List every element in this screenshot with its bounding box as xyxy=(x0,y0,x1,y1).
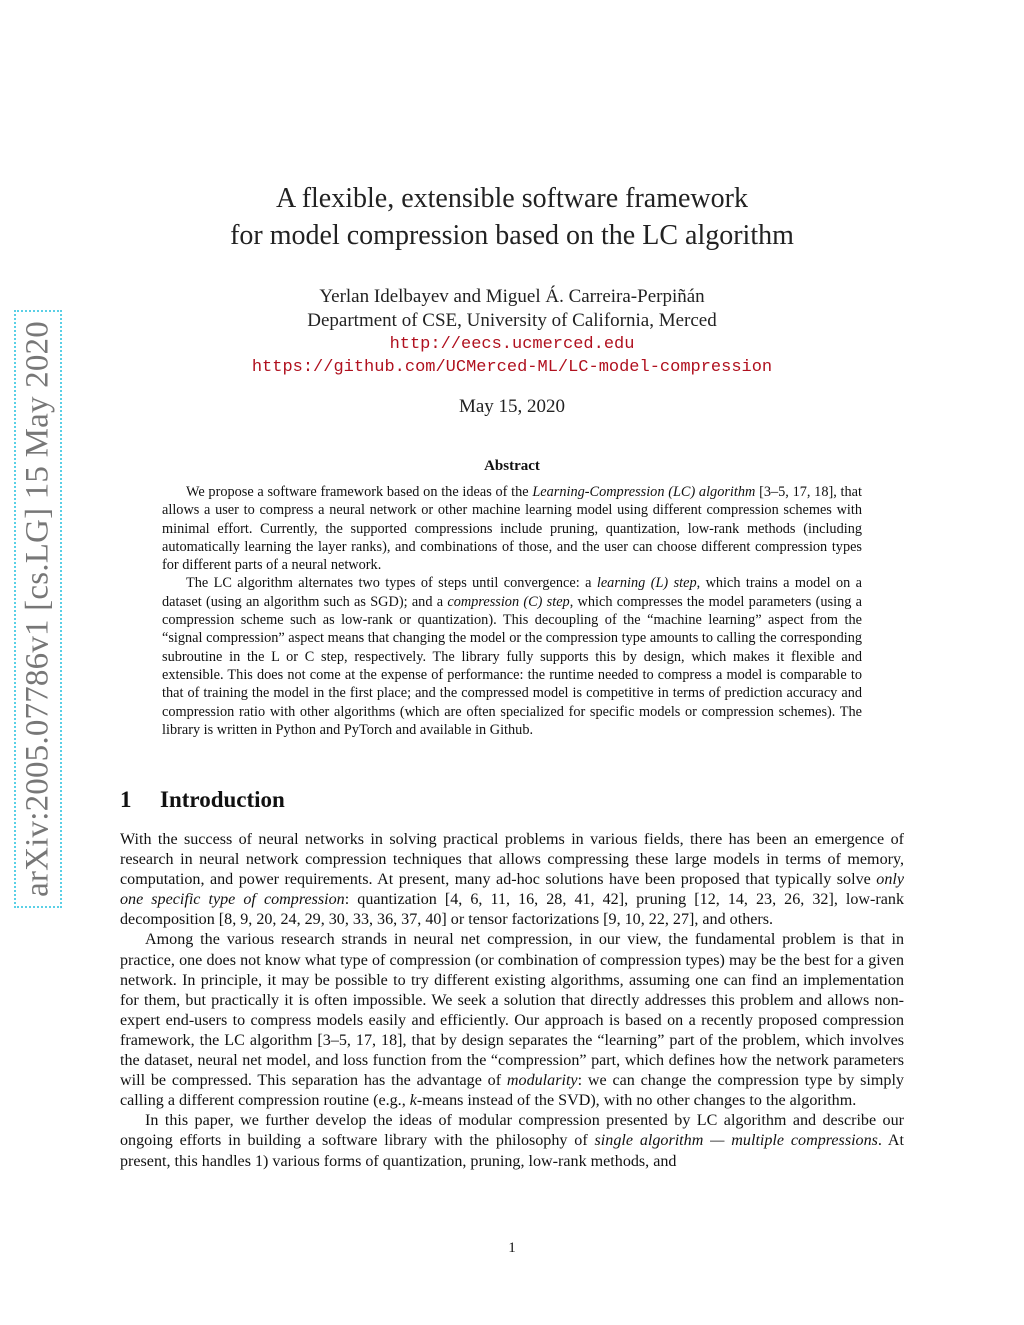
affiliation: Department of CSE, University of California, Merced xyxy=(307,310,717,331)
title-line-1: A flexible, extensible software framework xyxy=(276,183,748,214)
title-line-2: for model compression based on the LC algorithm xyxy=(230,220,794,251)
page-number: 1 xyxy=(508,1240,516,1256)
intro-paragraph-2: Among the various research strands in neural net compression, in our view, the fundamental problem is that in practice, one does not know what type of compression (or combination of compression types) may be the best for a given network. In principle, it may be possible to try different existing algorithms, assuming one can find an implementation for them, but practically it is often impossible. We seek a solution that directly addresses this problem and allows non-expert end-users to compress models easily and efficiently. Our approach is based on a recently proposed compression framework, the LC algorithm [3–5, 17, 18], that by design separates the “learning” part of the problem, which involves the dataset, neural net model, and loss function from the “compression” part, which defines how the network parameters will be compressed. This separation has the advantage of modularity: we can change the compression type by simply calling a different compression routine (e.g., k-means instead of the SVD), with no other changes to the algorithm. xyxy=(120,931,904,1110)
arxiv-stamp xyxy=(14,310,62,908)
abstract-heading: Abstract xyxy=(484,458,540,474)
paper-title xyxy=(120,180,904,254)
section-title: Introduction xyxy=(160,787,285,812)
intro-paragraph-1: With the success of neural networks in solving practical problems in various fields, there has been an emergence of research in neural network compression techniques that allows compressing these large models in terms of memory, computation, and power requirements. At present, many ad-hoc solutions have been proposed that typically solve only one specific type of compression: quantization [4, 6, 11, 16, 28, 41, 42], pruning [12, 14, 23, 26, 32], low-rank decomposition [8, 9, 20, 24, 29, 30, 33, 36, 37, 40] or tensor factorizations [9, 10, 22, 27], and others. xyxy=(120,831,905,929)
section-number: 1 xyxy=(120,787,132,812)
paper-date: May 15, 2020 xyxy=(458,396,566,417)
intro-paragraph-3: In this paper, we further develop the ideas of modular compression presented by LC algorithm and describe our ongoing efforts in building a software library with the philosophy of single algorithm — multiple compressions. At present, this handles 1) various forms of quantization, pruning, low-rank methods, and xyxy=(120,1112,904,1170)
github-url-link[interactable]: https://github.com/UCMerced-ML/LC-model-compression xyxy=(251,358,773,377)
lab-url-link[interactable]: http://eecs.ucmerced.edu xyxy=(389,335,635,354)
introduction-body xyxy=(120,830,904,1172)
abstract-paragraph-1: We propose a software framework based on the ideas of the Learning-Compression (LC) algorithm [3–5, 17, 18], that allows a user to compress a neural network or other machine learning model using different compression schemes with minimal effort. Currently, the supported compressions include pruning, quantization, low-rank methods (including automatically learning the layer ranks), and combinations of those, and the user can choose different compression types for different parts of a neural network. xyxy=(162,484,862,574)
authors: Yerlan Idelbayev and Miguel Á. Carreira-Perpiñán xyxy=(319,286,705,307)
abstract xyxy=(162,483,862,739)
section-heading xyxy=(120,787,285,813)
arxiv-stamp-text: arXiv:2005.07786v1 [cs.LG] 15 May 2020 xyxy=(19,321,56,897)
abstract-paragraph-2: The LC algorithm alternates two types of steps until convergence: a learning (L) step, which trains a model on a dataset (using an algorithm such as SGD); and a compression (C) step, which compresses the model parameters (using a compression scheme such as low-rank or quantization). This decoupling of the “machine learning” aspect from the “signal compression” aspect means that changing the model or the compression type amounts to calling the corresponding subroutine in the L or C step, respectively. The library fully supports this by design, which makes it flexible and extensible. This does not come at the expense of performance: the runtime needed to compress a model is comparable to that of training the model in the first place; and the compressed model is competitive in terms of prediction accuracy and compression ratio with other algorithms (which are often specialized for specific models or compression schemes). The library is written in Python and PyTorch and available in Github. xyxy=(162,575,862,738)
